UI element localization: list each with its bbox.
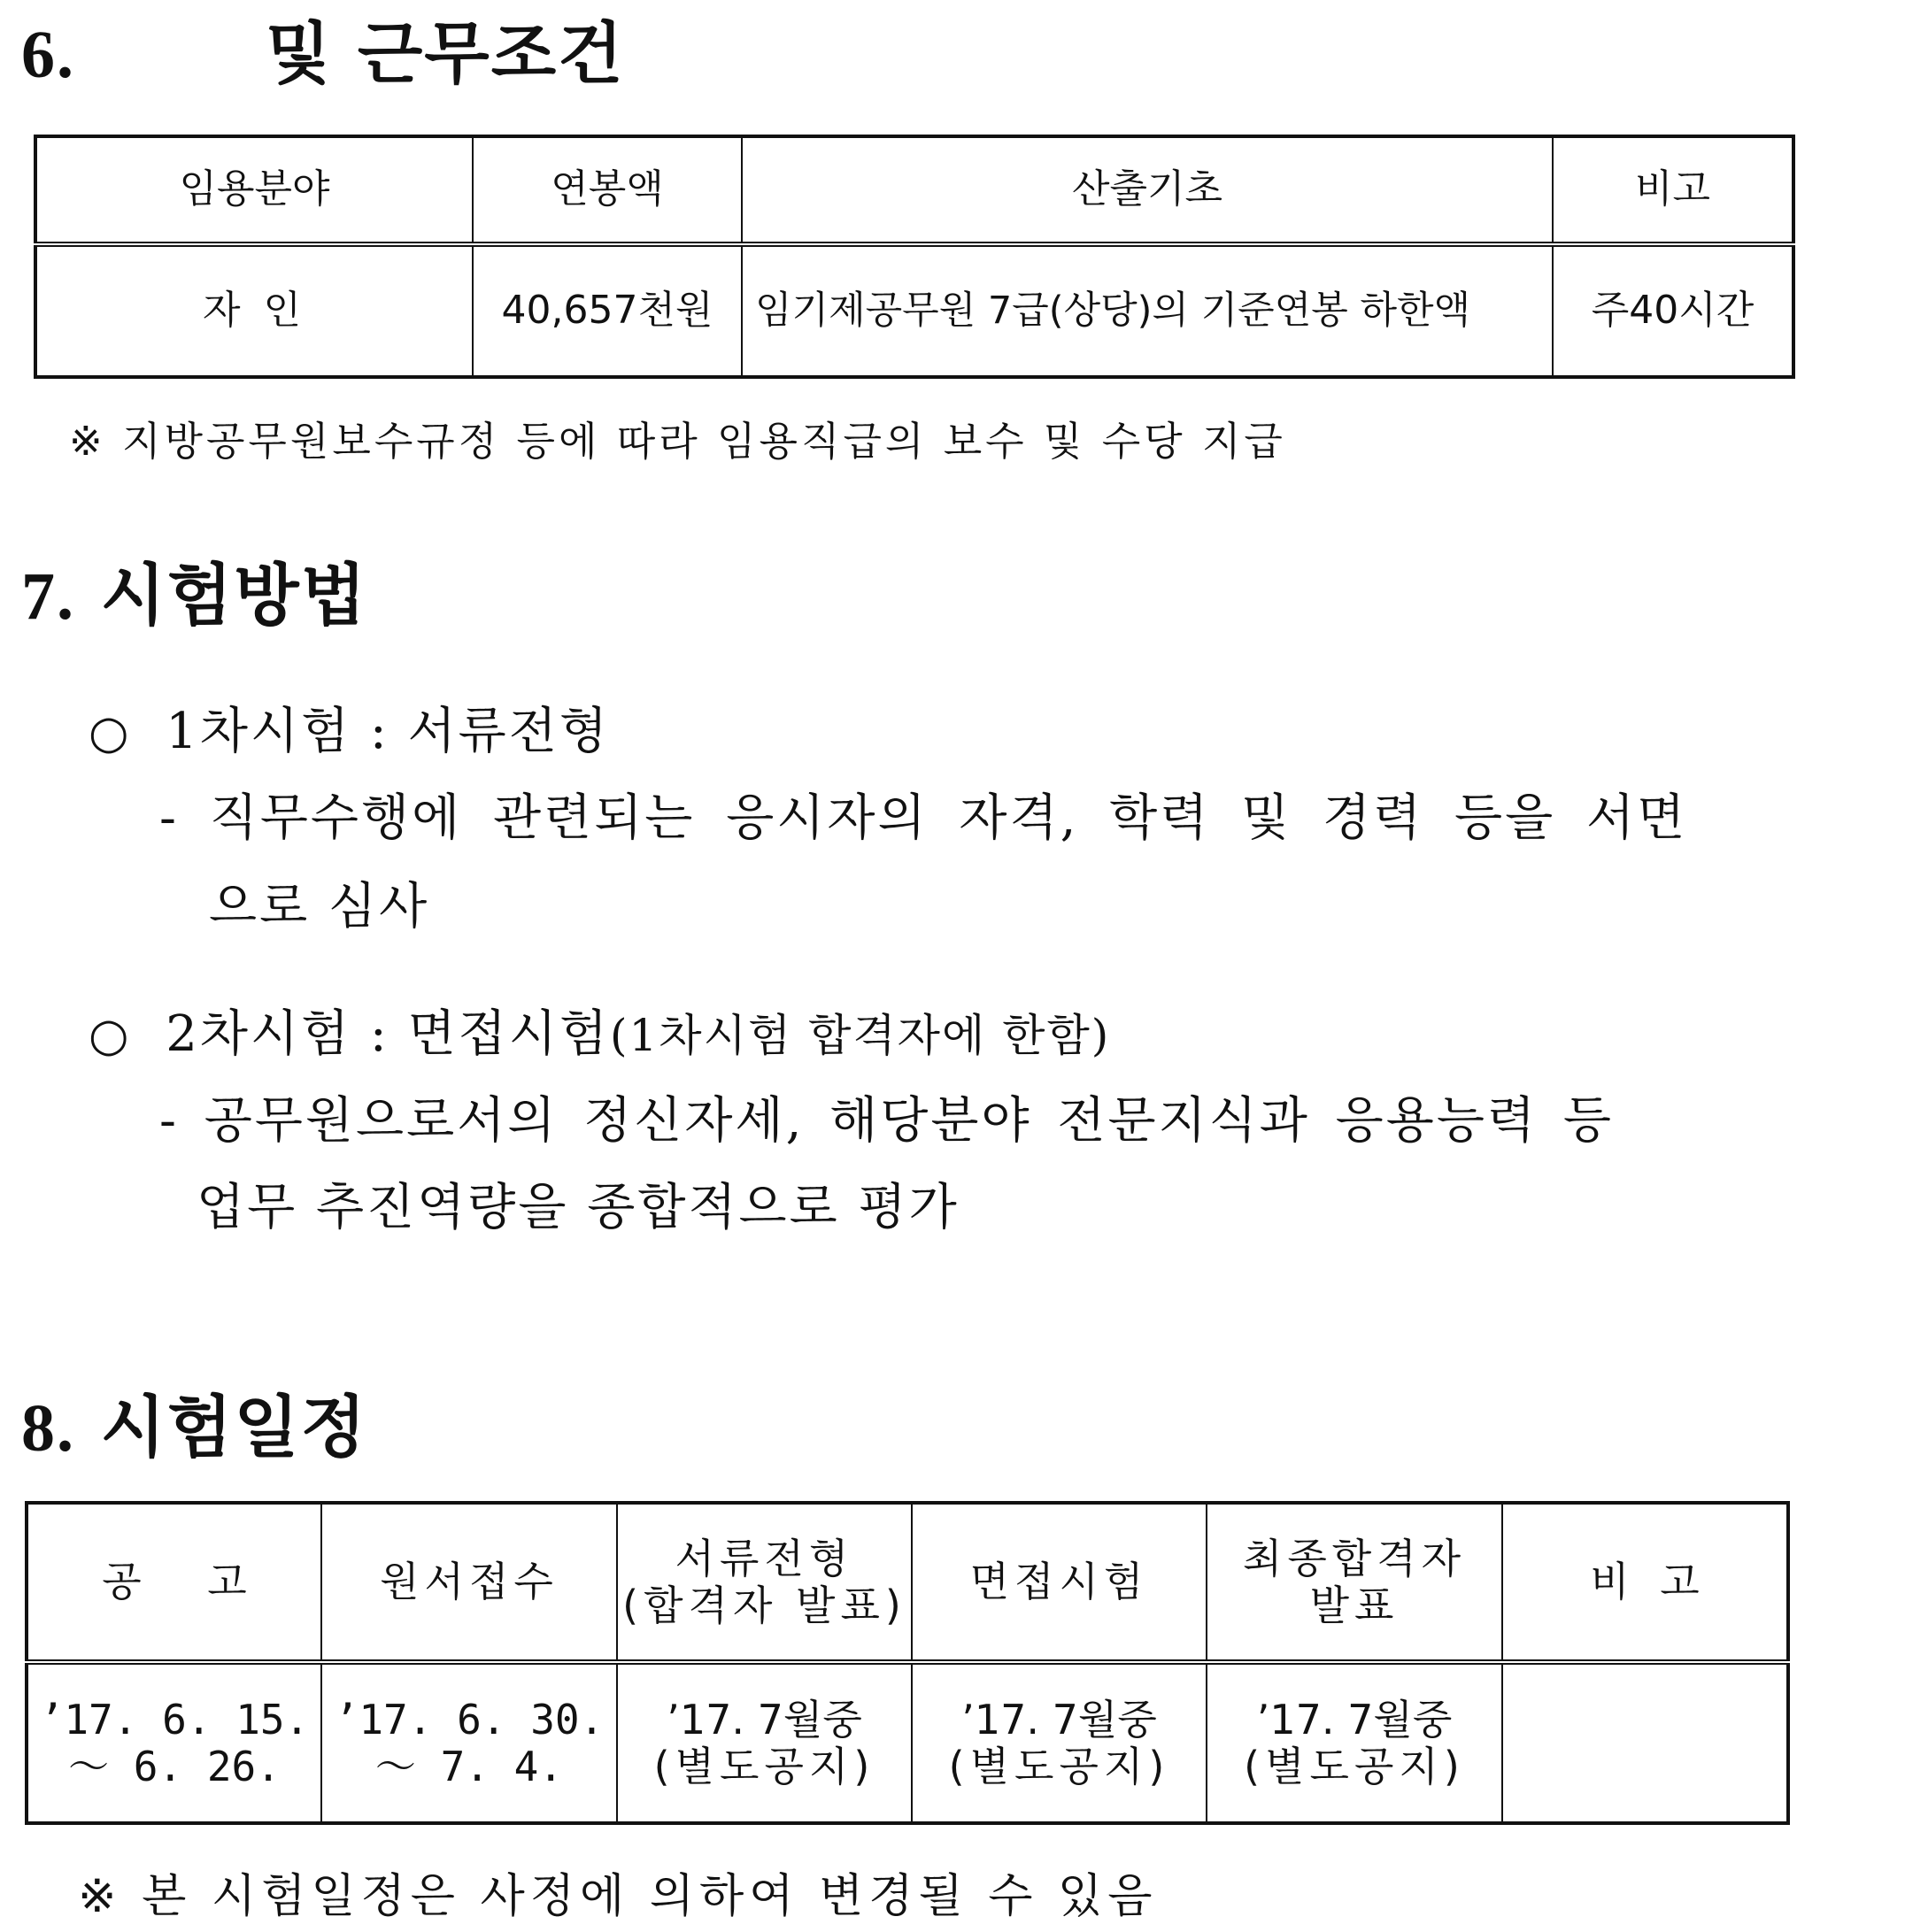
circle-bullet-icon: ○: [89, 706, 132, 759]
schedule-cell-doc: [617, 1662, 912, 1823]
schedule-cell-announce-line1: ’17. 6. 15.: [39, 1695, 310, 1743]
schedule-cell-final-line2: (별도공지): [1244, 1742, 1465, 1790]
schedule-cell-apply-line2: ～ 7. 4.: [374, 1742, 564, 1790]
schedule-header-remark-label: 비 고: [1590, 1558, 1700, 1606]
section8-title: 시험일정: [100, 1388, 368, 1466]
exam-item-1: [89, 692, 610, 763]
exam-item-1-detail-line1: - 직무수행에 관련되는 응시자의 자격, 학력 및 경력 등을 서면: [159, 789, 1688, 847]
schedule-cell-announce-line2: ～ 6. 26.: [68, 1742, 281, 1790]
exam-item-1-label: 1차시험 : 서류전형: [166, 703, 610, 760]
schedule-header-final: [1207, 1503, 1502, 1662]
schedule-cell-final-line1: ’17. 7월중: [1256, 1695, 1453, 1743]
section7-heading: [21, 542, 367, 638]
schedule-cell-remark: [1502, 1662, 1788, 1823]
exam-item-2-detail-line1: - 공무원으로서의 정신자세, 해당분야 전문지식과 응용능력 등: [159, 1092, 1614, 1150]
section8-heading: [21, 1374, 367, 1470]
salary-header-basis: 산출기초: [742, 136, 1553, 244]
section7-title: 시험방법: [100, 556, 368, 635]
exam-item-2-label: 2차시험 : 면접시험: [166, 1005, 610, 1063]
section6-note: ※ 지방공무원보수규정 등에 따라 임용직급의 보수 및 수당 지급: [69, 418, 1286, 465]
section7-number: 7.: [21, 559, 75, 634]
section6-heading: [21, 0, 625, 96]
schedule-header-interview: 면접시험: [912, 1503, 1207, 1662]
schedule-cell-apply-line1: ’17. 6. 30.: [334, 1695, 605, 1743]
schedule-cell-interview-line2: (별도공지): [948, 1742, 1170, 1790]
salary-table: [34, 135, 1795, 379]
salary-cell-remark: 주40시간: [1553, 244, 1793, 377]
section6-title: 및 근무조건: [266, 14, 625, 93]
schedule-cell-doc-line1: ’17. 7월중: [667, 1695, 862, 1743]
salary-cell-amount: 40,657천원: [473, 244, 742, 377]
schedule-header-doc-line2: (합격자 발표): [622, 1581, 906, 1629]
schedule-cell-announce: [27, 1662, 321, 1823]
schedule-header-announce-label: 공 고: [102, 1558, 247, 1606]
schedule-header-final-line2: 발표: [1309, 1581, 1400, 1629]
salary-header-field: 임용분야: [35, 136, 473, 244]
section6-number: 6.: [21, 18, 75, 92]
salary-header-remark: 비고: [1553, 136, 1793, 244]
exam-item-2-label-suffix: (1차시험 합격자에 한함): [609, 1010, 1111, 1061]
circle-bullet-icon: ○: [89, 1009, 132, 1062]
schedule-header-doc: [617, 1503, 912, 1662]
schedule-header-remark: [1502, 1503, 1788, 1662]
schedule-cell-interview: [912, 1662, 1207, 1823]
salary-cell-field: 자 인: [35, 244, 473, 377]
exam-item-2: [89, 995, 1110, 1066]
salary-cell-basis: 임기제공무원 7급(상당)의 기준연봉 하한액: [742, 244, 1553, 377]
schedule-cell-apply: [321, 1662, 617, 1823]
exam-item-2-detail-line2: 업무 추진역량을 종합적으로 평가: [197, 1179, 960, 1236]
schedule-table: [25, 1501, 1790, 1825]
schedule-cell-interview-line1: ’17. 7월중: [961, 1695, 1157, 1743]
schedule-header-doc-line1: 서류전형: [675, 1534, 854, 1582]
exam-item-1-detail-line2: 으로 심사: [209, 878, 430, 935]
salary-header-amount: 연봉액: [473, 136, 742, 244]
schedule-header-final-line1: 최종합격자: [1242, 1534, 1467, 1582]
section8-note: ※ 본 시험일정은 사정에 의하여 변경될 수 있음: [78, 1870, 1158, 1923]
schedule-header-announce: [27, 1503, 321, 1662]
schedule-cell-doc-line2: (별도공지): [653, 1742, 875, 1790]
section8-number: 8.: [21, 1391, 75, 1466]
schedule-header-apply: 원서접수: [321, 1503, 617, 1662]
schedule-cell-final: [1207, 1662, 1502, 1823]
